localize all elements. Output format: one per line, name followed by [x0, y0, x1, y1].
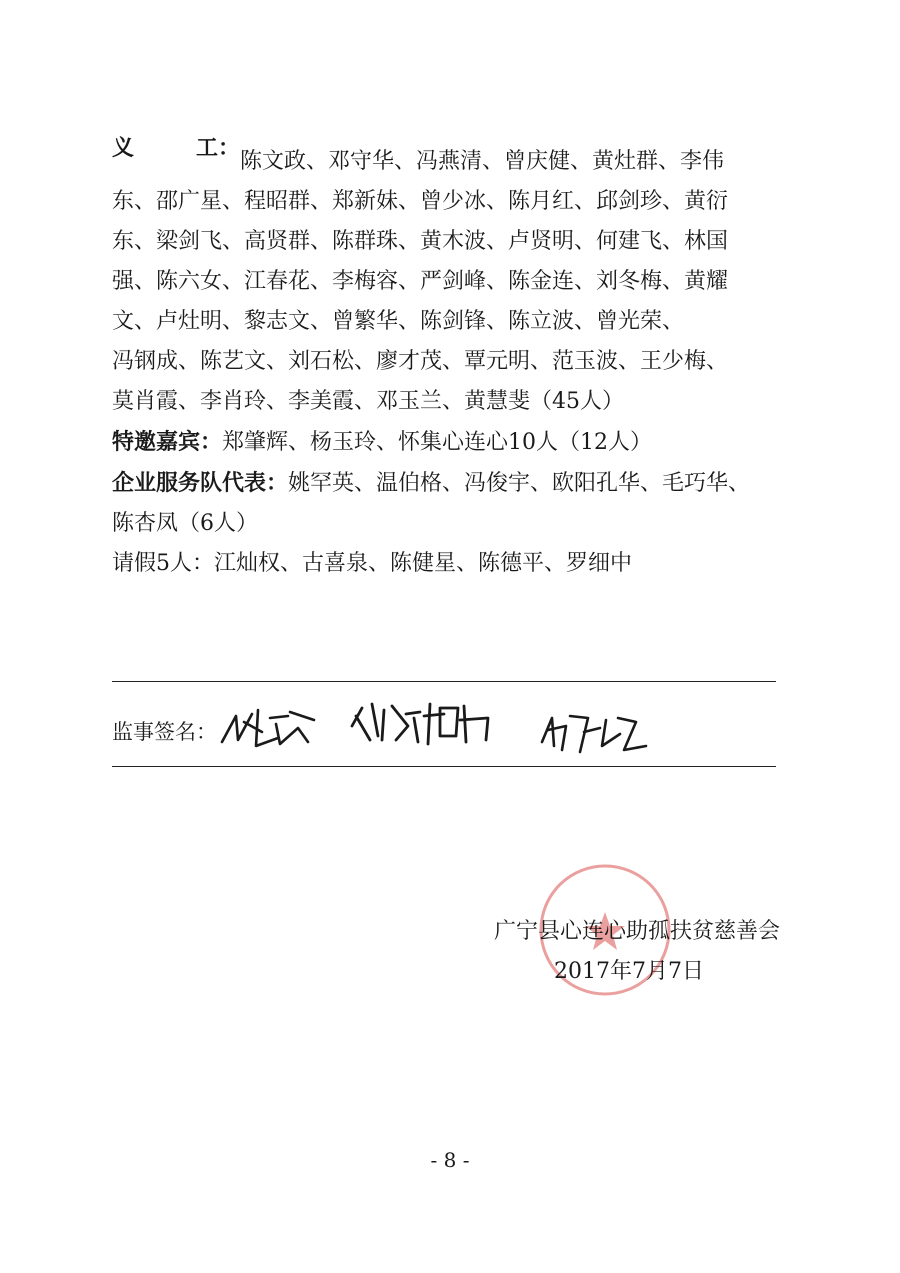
signature-3: [536, 706, 656, 764]
volunteers-line-5: 文、卢灶明、黎志文、曾繁华、陈剑锋、陈立波、曾光荣、: [112, 309, 685, 334]
leave-line: 请假5人：江灿权、古喜泉、陈健星、陈德平、罗细中: [112, 551, 632, 576]
enterprise-label: 企业服务队代表：: [112, 470, 289, 496]
volunteers-line-7: 莫肖霞、李肖玲、李美霞、邓玉兰、黄慧斐（45人）: [112, 389, 624, 414]
volunteers-line-4: 强、陈六女、江春花、李梅容、严剑峰、陈金连、刘冬梅、黄耀: [112, 269, 729, 294]
document-date: 2017年7月7日: [554, 959, 704, 984]
divider-bottom: [112, 766, 776, 767]
enterprise-line-2: 陈杏凤（6人）: [112, 511, 258, 536]
volunteers-line-3: 东、梁剑飞、高贤群、陈群珠、黄木波、卢贤明、何建飞、林国: [112, 229, 729, 254]
guests-line: [112, 422, 792, 463]
enterprise-text: 姚罕英、温伯格、冯俊宇、欧阳孔华、毛巧华、: [288, 471, 751, 496]
volunteers-label: 义 工：: [112, 135, 240, 161]
enterprise-line-1: [112, 463, 792, 504]
signature-2: [348, 696, 508, 752]
organization-name: 广宁县心连心助孤扶贫慈善会: [493, 919, 780, 944]
supervisor-signature-row: [112, 694, 776, 764]
supervisor-label: 监事签名：: [112, 720, 217, 744]
divider-top: [112, 681, 776, 682]
volunteers-line-1: [112, 128, 792, 182]
volunteers-line-6: 冯钢成、陈艺文、刘石松、廖才茂、覃元明、范玉波、王少梅、: [112, 349, 729, 374]
guests-text: 郑肇辉、杨玉玲、怀集心连心10人（12人）: [222, 430, 653, 455]
page-number: - 8 -: [430, 1148, 470, 1172]
volunteers-text: 陈文政、邓守华、冯燕清、曾庆健、黄灶群、李伟: [240, 149, 725, 174]
volunteers-line-2: 东、邵广星、程昭群、郑新妹、曾少冰、陈月红、邱剑珍、黄衍: [112, 189, 729, 214]
attendee-list: [112, 128, 792, 584]
signature-block: [440, 912, 780, 992]
signature-1: [218, 702, 318, 752]
guests-label: 特邀嘉宾：: [112, 429, 223, 455]
